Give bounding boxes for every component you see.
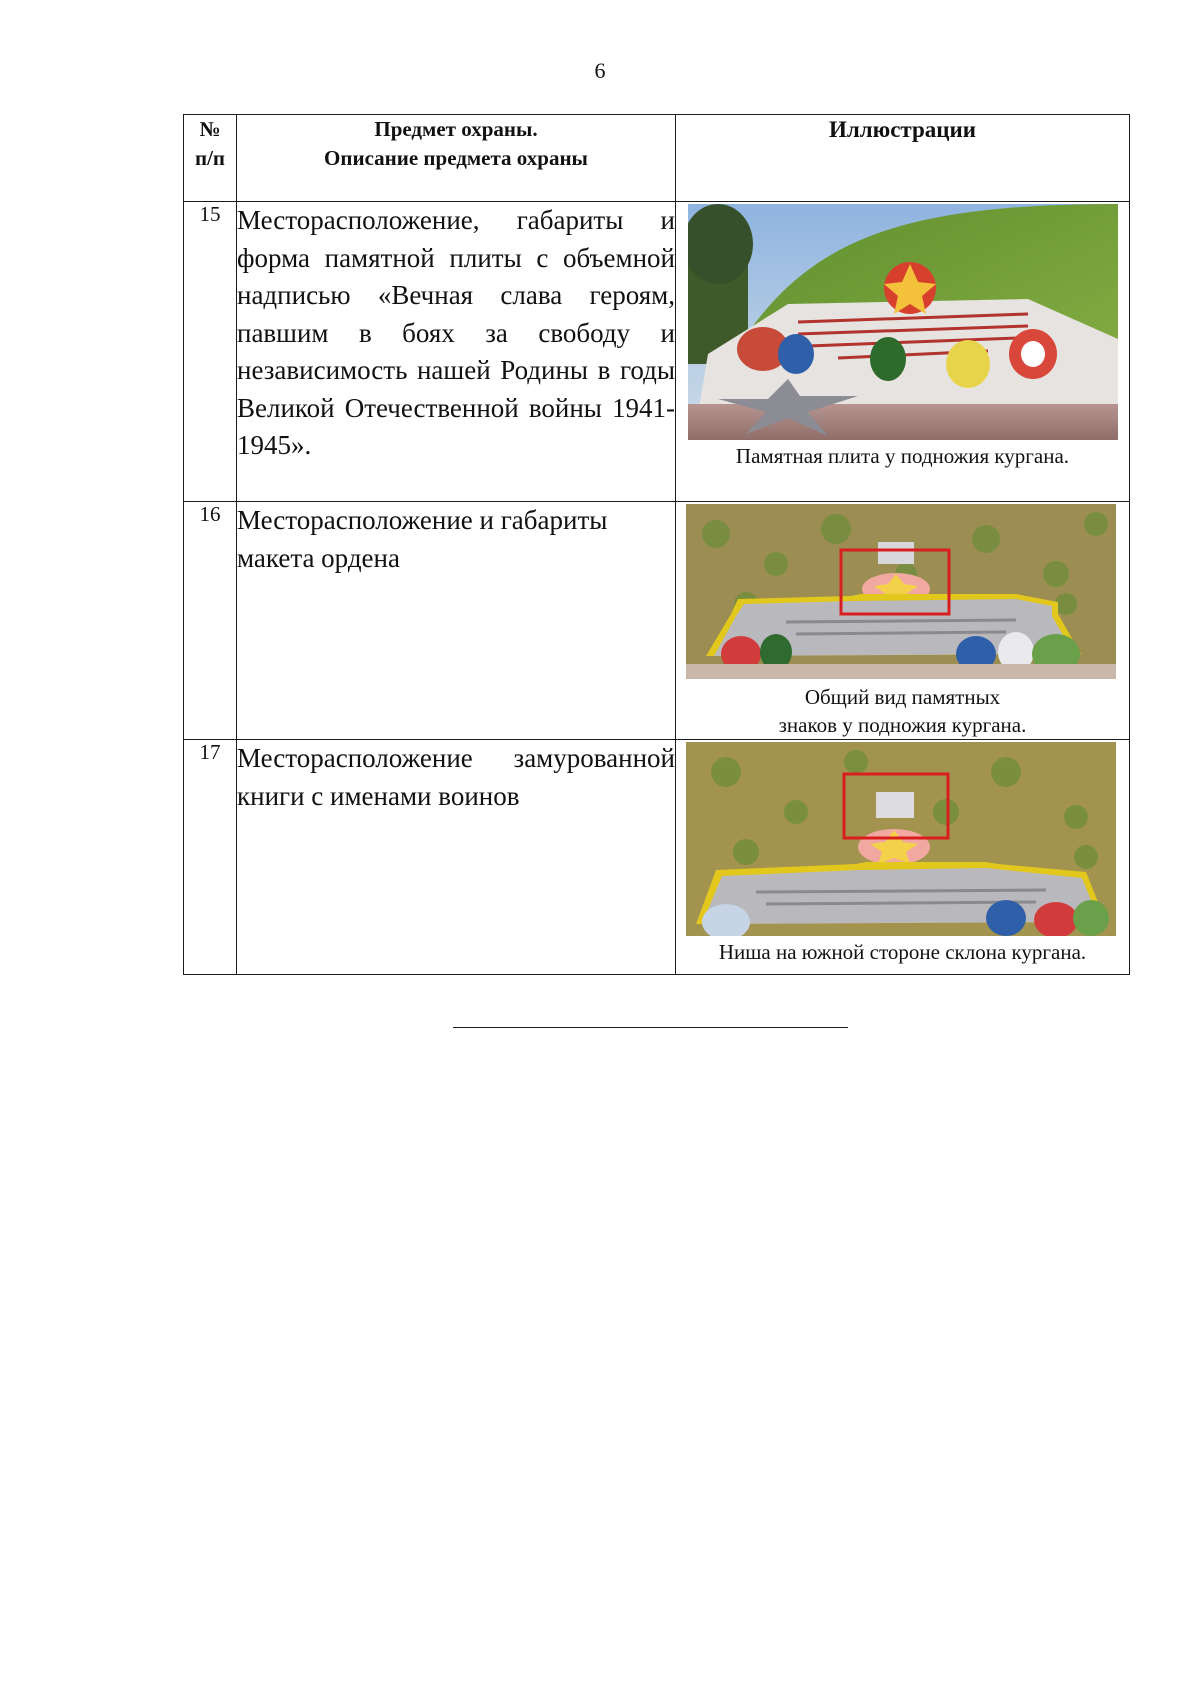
caption-line: Ниша на южной стороне склона кургана. (718, 940, 1087, 964)
table-row (184, 502, 1130, 740)
caption-line: знаков у подножия кургана. (778, 713, 1027, 737)
niche-photo (686, 742, 1116, 936)
end-separator-line (453, 1027, 848, 1028)
row-description: Месторасположение замурованной книги с именами воинов (237, 740, 676, 975)
header-number-symbol: № (199, 117, 221, 141)
row-description: Месторасположение, габариты и форма памятной плиты с объемной надписью «Вечная слава героям, павшим в боях за свободу и независимость нашей Родины в годы Великой Отечественной войны 1941-1945». (237, 202, 676, 502)
page-number: 6 (594, 58, 606, 83)
header-illustrations: Иллюстрации (676, 115, 1130, 202)
protection-table (183, 114, 1130, 975)
row-number: 16 (184, 502, 237, 740)
memorial-signs-photo (686, 504, 1116, 679)
illustration-caption (676, 442, 1129, 470)
header-number-abbrev: п/п (194, 146, 226, 170)
caption-line: Памятная плита у подножия кургана. (735, 444, 1070, 468)
header-description-line2: Описание предмета охраны (324, 146, 588, 170)
row-number: 17 (184, 740, 237, 975)
row-description: Месторасположение и габариты макета ордена (237, 502, 676, 740)
caption-line: Общий вид памятных (804, 685, 1001, 709)
table-row (184, 202, 1130, 502)
table-header-row (184, 115, 1130, 202)
header-number (184, 115, 237, 202)
memorial-slab-photo (688, 204, 1118, 440)
header-description-line1: Предмет охраны. (374, 117, 538, 141)
row-illustration (676, 740, 1130, 975)
header-description (237, 115, 676, 202)
illustration-caption (676, 938, 1129, 966)
table-row (184, 740, 1130, 975)
row-illustration (676, 502, 1130, 740)
row-number: 15 (184, 202, 237, 502)
row-illustration (676, 202, 1130, 502)
illustration-caption (676, 683, 1129, 739)
